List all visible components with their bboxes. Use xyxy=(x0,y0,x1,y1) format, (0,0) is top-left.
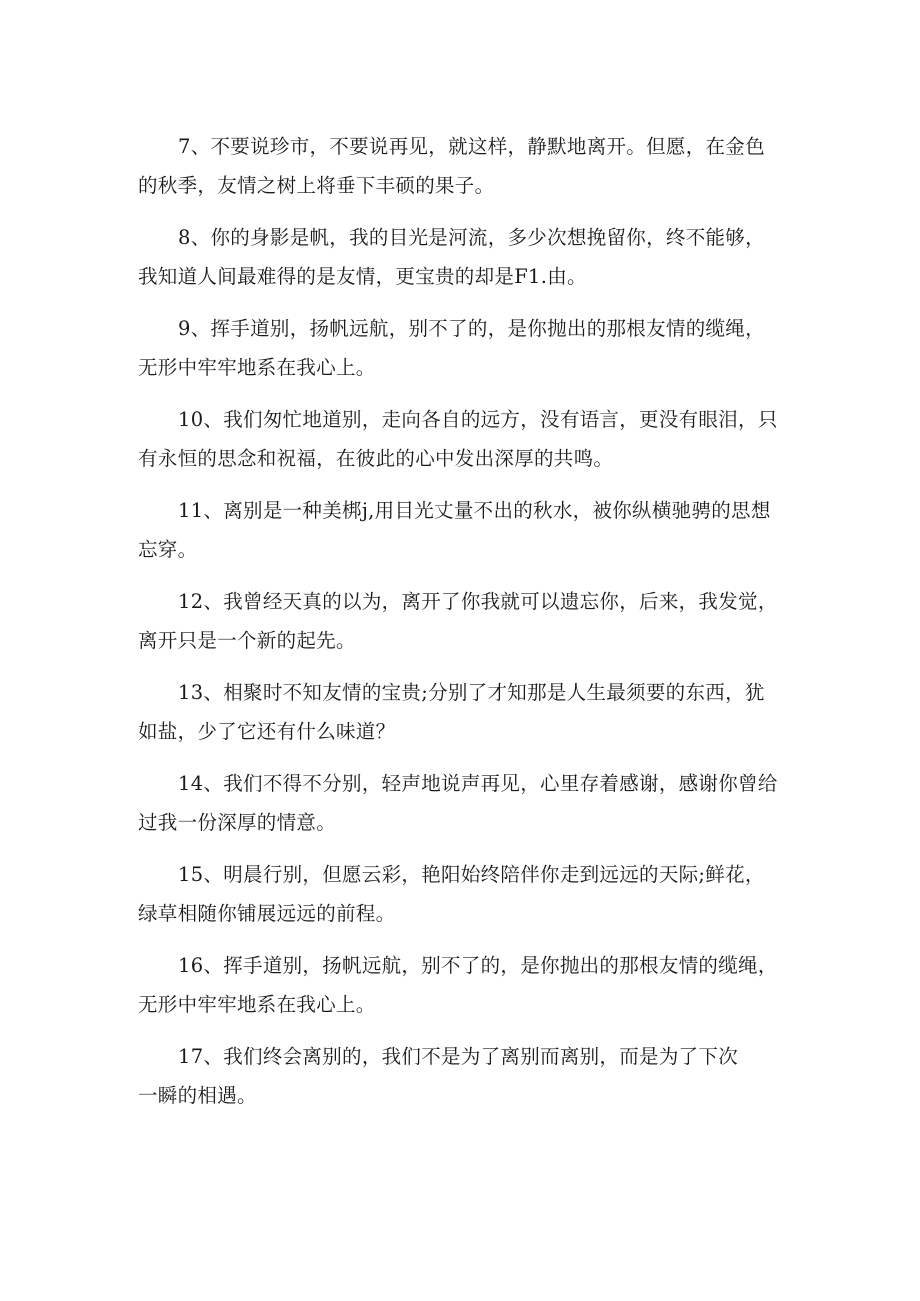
paragraph-line: 13、相聚时不知友情的宝贵;分别了才知那是人生最须要的东西，犹 xyxy=(178,681,765,704)
paragraph-line: 过我一份深厚的情意。 xyxy=(138,811,337,834)
paragraph-line: 的秋季，友情之树上将垂下丰硕的果子。 xyxy=(138,174,495,197)
paragraph-line: 忘穿。 xyxy=(138,538,198,561)
paragraph-line: 无形中牢牢地系在我心上。 xyxy=(138,356,376,379)
paragraph-line: 绿草相随你铺展远远的前程。 xyxy=(138,902,396,925)
paragraph-line: 17、我们终会离别的，我们不是为了离别而离别，而是为了下次 xyxy=(178,1045,739,1068)
paragraph-line: 如盐，少了它还有什么味道？ xyxy=(138,720,396,743)
paragraph-line: 12、我曾经天真的以为，离开了你我就可以遗忘你，后来，我发觉， xyxy=(178,590,778,613)
paragraph-10 xyxy=(138,400,788,478)
paragraph-12 xyxy=(138,582,788,660)
paragraph-9 xyxy=(138,309,788,387)
paragraph-line: 7、不要说珍市，不要说再见，就这样，静默地离开。但愿，在金色 xyxy=(178,135,765,158)
paragraph-11 xyxy=(138,491,788,569)
paragraph-7 xyxy=(138,127,788,205)
paragraph-line: 9、挥手道别，扬帆远航，别不了的，是你抛出的那根友情的缆绳， xyxy=(178,317,765,340)
paragraph-8 xyxy=(138,218,788,296)
paragraph-line: 离开只是一个新的起先。 xyxy=(138,629,356,652)
paragraph-line: 我知道人间最难得的是友情，更宝贵的却是F1.由。 xyxy=(138,265,587,288)
document-body xyxy=(138,127,788,1128)
paragraph-line: 一瞬的相遇。 xyxy=(138,1084,257,1107)
paragraph-line: 有永恒的思念和祝福，在彼此的心中发出深厚的共鸣。 xyxy=(138,447,614,470)
paragraph-line: 8、你的身影是帆，我的目光是河流，多少次想挽留你，终不能够， xyxy=(178,226,765,249)
paragraph-line: 无形中牢牢地系在我心上。 xyxy=(138,993,376,1016)
paragraph-line: 11、离别是一种美梆j,用目光丈量不出的秋水，被你纵横驰骋的思想 xyxy=(178,499,771,522)
paragraph-16 xyxy=(138,946,788,1024)
paragraph-13 xyxy=(138,673,788,751)
paragraph-line: 15、明晨行别，但愿云彩，艳阳始终陪伴你走到远远的天际;鲜花， xyxy=(178,863,765,886)
paragraph-14 xyxy=(138,764,788,842)
paragraph-15 xyxy=(138,855,788,933)
paragraph-line: 16、挥手道别，扬帆远航，别不了的，是你抛出的那根友情的缆绳， xyxy=(178,954,778,977)
paragraph-line: 14、我们不得不分别，轻声地说声再见，心里存着感谢，感谢你曾给 xyxy=(178,772,778,795)
paragraph-line: 10、我们匆忙地道别，走向各自的远方，没有语言，更没有眼泪，只 xyxy=(178,408,778,431)
paragraph-17 xyxy=(138,1037,788,1115)
